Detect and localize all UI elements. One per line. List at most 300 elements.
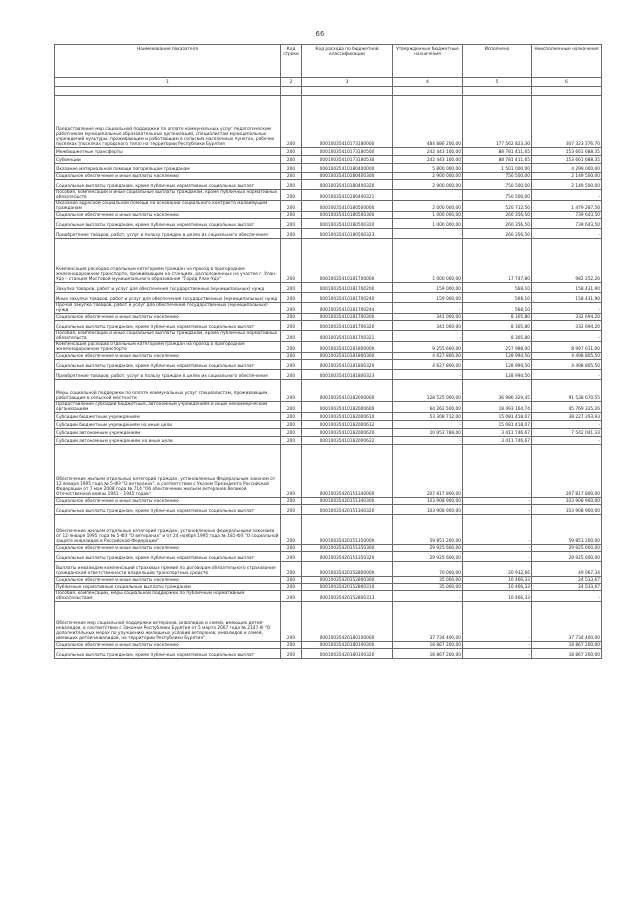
table-row (55, 552, 602, 562)
row-approved-cell: 1 000 000,00 (393, 219, 463, 229)
row-executed-cell: 8 305,80 (463, 321, 532, 331)
column-number: 6 (532, 78, 602, 87)
row-executed-cell: 3 411 746,67 (463, 429, 532, 437)
row-budget-code-cell: 00010035420151340320 (302, 505, 393, 515)
column-number: 4 (393, 78, 463, 87)
column-number-row (55, 78, 602, 87)
row-executed-cell: 750 500,00 (463, 180, 532, 190)
row-budget-code-cell: 00010035420151340000 (302, 445, 393, 498)
table-row (55, 353, 602, 360)
row-line-code-cell: 200 (281, 413, 302, 421)
row-unexecuted-cell: 153 661 688,35 (532, 148, 602, 156)
table-row (55, 505, 602, 515)
row-unexecuted-cell: 982 252,20 (532, 239, 602, 283)
row-line-code-cell: 200 (281, 649, 302, 659)
header-executed: Исполнено (463, 45, 532, 78)
row-executed-cell: 36 986 329,45 (463, 380, 532, 402)
row-executed-cell: 260 356,50 (463, 229, 532, 239)
row-approved-cell: 35 000,00 (393, 584, 463, 591)
row-unexecuted-cell: 8 997 611,00 (532, 342, 602, 353)
row-unexecuted-cell: 2 149 500,00 (532, 180, 602, 190)
budget-expenditure-table (54, 44, 602, 659)
row-budget-code-cell: 00010035410181800000 (302, 342, 393, 353)
row-executed-cell: 10 466,33 (463, 584, 532, 591)
row-budget-code-cell: 00010035410181700321 (302, 331, 393, 342)
row-unexecuted-cell: 7 542 041,33 (532, 429, 602, 437)
row-line-code-cell: 200 (281, 577, 302, 584)
row-name-cell (55, 87, 281, 96)
row-executed-cell: 18 493 164,74 (463, 402, 532, 413)
row-unexecuted-cell: - (532, 229, 602, 239)
row-approved-cell: 4 627 800,00 (393, 360, 463, 370)
row-name-cell: Выплаты инвалидам компенсаций страховых премий по договорам обязательного страхования гражданской ответственности владельцев транспортных средств (55, 562, 281, 577)
row-approved-cell: - (393, 190, 463, 201)
row-name-cell: Предоставление субсидий бюджетным, автономным учреждениям и иным некоммерческим организациям (55, 402, 281, 413)
row-unexecuted-cell: 4 498 805,50 (532, 353, 602, 360)
row-name-cell: Социальное обеспечение и иные выплаты населению (55, 353, 281, 360)
row-executed-cell: - (463, 649, 532, 659)
row-budget-code-cell: 00010035410181700200 (302, 283, 393, 293)
row-approved-cell: 4 627 800,00 (393, 353, 463, 360)
row-executed-cell: 260 356,50 (463, 212, 532, 219)
row-line-code-cell: 200 (281, 421, 302, 429)
row-unexecuted-cell: - (532, 437, 602, 445)
row-executed-cell: - (463, 642, 532, 649)
table-row (55, 303, 602, 314)
row-approved-cell: 59 851 200,00 (393, 515, 463, 545)
row-executed-cell: 128 994,50 (463, 370, 532, 380)
row-budget-code-cell: 00010035410182000620 (302, 429, 393, 437)
row-executed-cell: 568,10 (463, 293, 532, 303)
row-name-cell: Социальные выплаты гражданам, кроме публичных нормативных социальных выплат (55, 505, 281, 515)
row-name-cell: Иные закупки товаров, работ и услуг для обеспечения государственных (муниципальных) нужд (55, 293, 281, 303)
row-line-code-cell: 200 (281, 591, 302, 602)
table-row (55, 413, 602, 421)
row-unexecuted-cell: 29 925 600,00 (532, 545, 602, 552)
table-row (55, 360, 602, 370)
row-approved-cell: 29 925 600,00 (393, 552, 463, 562)
row-approved-cell: 2 900 000,00 (393, 173, 463, 180)
row-name-cell: Пособия, компенсации и иные социальные выплаты гражданам, кроме публичных нормативных обязательств (55, 190, 281, 201)
row-budget-code-cell: 00010035420151350000 (302, 515, 393, 545)
row-name-cell: Предоставление мер социальной поддержки по оплате коммунальных услуг педагогическим работникам муниципальных образовательных организаций, специалистам муниципальных учреждений культуры, проживающим и работающим в сельских населенных пунктах, рабочих поселках (поселках городского типа) на территории Республики Бурятия (55, 96, 281, 148)
row-budget-code-cell: 00010035410173180530 (302, 156, 393, 164)
row-line-code-cell: 200 (281, 515, 302, 545)
row-executed-cell: 15 081 418,07 (463, 421, 532, 429)
row-line-code-cell: 200 (281, 219, 302, 229)
row-approved-cell: 70 000,00 (393, 562, 463, 577)
row-unexecuted-cell: 739 643,50 (532, 212, 602, 219)
row-line-code-cell: 200 (281, 331, 302, 342)
row-unexecuted-cell: - (532, 591, 602, 602)
row-line-code-cell: 200 (281, 293, 302, 303)
row-name-cell: Приобретение товаров, работ, услуг в пользу граждан в целях их социального обеспечения (55, 229, 281, 239)
row-budget-code-cell: 00010035410173180000 (302, 96, 393, 148)
row-line-code-cell: 200 (281, 602, 302, 642)
table-row (55, 321, 602, 331)
row-approved-cell (393, 87, 463, 96)
row-executed-cell: 128 994,50 (463, 353, 532, 360)
row-line-code-cell: 200 (281, 201, 302, 212)
row-unexecuted-cell: 307 323 376,70 (532, 96, 602, 148)
row-name-cell: Социальные выплаты гражданам, кроме публичных нормативных социальных выплат (55, 360, 281, 370)
row-executed-cell: 15 081 418,07 (463, 413, 532, 421)
row-name-cell: Субсидии автономным учреждениям на иные цели (55, 437, 281, 445)
table-row (55, 229, 602, 239)
column-number: 2 (281, 78, 302, 87)
row-budget-code-cell (302, 87, 393, 96)
row-unexecuted-cell: 24 533,67 (532, 584, 602, 591)
row-line-code-cell: 200 (281, 180, 302, 190)
row-line-code-cell: 200 (281, 173, 302, 180)
row-approved-cell: 207 817 800,00 (393, 445, 463, 498)
header-row (55, 45, 602, 78)
row-approved-cell: - (393, 331, 463, 342)
row-approved-cell: 10 953 788,00 (393, 429, 463, 437)
row-executed-cell: 10 466,33 (463, 577, 532, 584)
row-unexecuted-cell: - (532, 421, 602, 429)
row-unexecuted-cell: 29 925 600,00 (532, 552, 602, 562)
table-row (55, 562, 602, 577)
row-unexecuted-cell: - (532, 190, 602, 201)
table-row (55, 649, 602, 659)
row-name-cell: Социальное обеспечение и иные выплаты населению (55, 545, 281, 552)
table-row (55, 515, 602, 545)
row-budget-code-cell: 00010035410181700300 (302, 314, 393, 321)
row-executed-cell: - (463, 498, 532, 505)
table-row (55, 201, 602, 212)
row-budget-code-cell: 00010035410173180500 (302, 148, 393, 156)
row-name-cell: Закупка товаров, работ и услуг для обеспечения государственных (муниципальных) нужд (55, 283, 281, 293)
row-budget-code-cell: 00010035410181700244 (302, 303, 393, 314)
row-budget-code-cell: 00010035410182000610 (302, 413, 393, 421)
row-unexecuted-cell: 739 643,50 (532, 219, 602, 229)
row-budget-code-cell: 00010035410181800323 (302, 370, 393, 380)
row-line-code-cell: 200 (281, 353, 302, 360)
row-name-cell: Оказание адресной социальной помощи на основании социального контракта малоимущим гражданам (55, 201, 281, 212)
row-executed-cell: 750 500,00 (463, 190, 532, 201)
header-indicator-name: Наименование показателя (55, 45, 281, 78)
row-executed-cell: 260 356,50 (463, 219, 532, 229)
row-unexecuted-cell: 153 661 688,35 (532, 156, 602, 164)
row-line-code-cell: 200 (281, 156, 302, 164)
row-line-code-cell: 200 (281, 342, 302, 353)
row-budget-code-cell: 00010035420152800300 (302, 577, 393, 584)
row-executed-cell: 520 712,50 (463, 201, 532, 212)
row-line-code-cell: 200 (281, 552, 302, 562)
column-number: 5 (463, 78, 532, 87)
row-approved-cell: - (393, 591, 463, 602)
row-line-code-cell: 200 (281, 370, 302, 380)
table-row (55, 239, 602, 283)
row-name-cell: Социальное обеспечение и иные выплаты населению (55, 314, 281, 321)
row-budget-code-cell: 00010035420180100300 (302, 642, 393, 649)
row-executed-cell: 88 781 411,65 (463, 156, 532, 164)
row-unexecuted-cell: 91 538 670,55 (532, 380, 602, 402)
table-row (55, 591, 602, 602)
row-approved-cell: 341 000,00 (393, 314, 463, 321)
row-line-code-cell: 200 (281, 314, 302, 321)
table-row (55, 190, 602, 201)
row-approved-cell: 159 000,00 (393, 283, 463, 293)
table-row (55, 180, 602, 190)
row-approved-cell: 242 443 100,00 (393, 148, 463, 156)
table-row (55, 219, 602, 229)
row-approved-cell: 128 525 000,00 (393, 380, 463, 402)
table-row (55, 545, 602, 552)
table-row (55, 164, 602, 173)
row-line-code-cell: 200 (281, 190, 302, 201)
row-name-cell: Меры социальной поддержки по оплате коммунальных услуг специалистам, проживающим, работающим в сельской местности (55, 380, 281, 402)
row-line-code-cell: 200 (281, 429, 302, 437)
row-name-cell: Компенсация расходов отдельным категориям граждан на проезд в пригородном железнодорожном транспорте, проживающим на станциях, расположенных на участке г. Улан-Удэ – станция Мостовой муниципального образования "Город Улан-Удэ" (55, 239, 281, 283)
table-row (55, 421, 602, 429)
row-approved-cell: - (393, 437, 463, 445)
row-executed-cell: - (463, 602, 532, 642)
row-unexecuted-cell: 49 067,34 (532, 562, 602, 577)
row-budget-code-cell: 00010035420180100320 (302, 649, 393, 659)
table-row (55, 437, 602, 445)
table-row (55, 96, 602, 148)
row-budget-code-cell: 00010035410180500323 (302, 229, 393, 239)
row-approved-cell: 9 255 600,00 (393, 342, 463, 353)
row-budget-code-cell: 00010035410180400320 (302, 180, 393, 190)
row-name-cell: Приобретение товаров, работ, услуг в пользу граждан в целях их социального обеспечения (55, 370, 281, 380)
row-budget-code-cell: 00010035410180500300 (302, 212, 393, 219)
row-line-code-cell (281, 87, 302, 96)
row-budget-code-cell: 00010035420180100000 (302, 602, 393, 642)
row-approved-cell: 242 443 100,00 (393, 156, 463, 164)
row-budget-code-cell: 00010035410180500320 (302, 219, 393, 229)
table-row (55, 402, 602, 413)
row-name-cell: Социальные выплаты гражданам, кроме публичных нормативных социальных выплат (55, 552, 281, 562)
row-name-cell: Компенсация расходов отдельным категориям граждан на проезд в пригородном железнодорожном транспорте (55, 342, 281, 353)
row-executed-cell: 8 305,80 (463, 314, 532, 321)
row-approved-cell: 103 908 900,00 (393, 498, 463, 505)
row-name-cell: Пособия, компенсации и иные социальные выплаты гражданам, кроме публичных нормативных обязательств (55, 331, 281, 342)
row-budget-code-cell: 00010035420151340300 (302, 498, 393, 505)
row-name-cell: Субсидии автономным учреждениям (55, 429, 281, 437)
row-unexecuted-cell (532, 87, 602, 96)
row-name-cell: Пособия, компенсации, меры социальной поддержки по публичным нормативным обязательствам (55, 591, 281, 602)
row-line-code-cell: 200 (281, 445, 302, 498)
table-row (55, 212, 602, 219)
row-budget-code-cell: 00010035410181800320 (302, 360, 393, 370)
header-budget-code: Код расхода по бюджетной классификации (302, 45, 393, 78)
table-row (55, 429, 602, 437)
row-executed-cell: 10 466,33 (463, 591, 532, 602)
row-executed-cell: 568,10 (463, 303, 532, 314)
row-line-code-cell: 200 (281, 321, 302, 331)
row-unexecuted-cell: 103 908 900,00 (532, 498, 602, 505)
row-line-code-cell: 200 (281, 229, 302, 239)
header-approved: Утвержденные бюджетные назначения (393, 45, 463, 78)
row-approved-cell: 2 900 000,00 (393, 180, 463, 190)
row-approved-cell: 484 886 200,00 (393, 96, 463, 148)
row-executed-cell: 128 994,50 (463, 360, 532, 370)
row-line-code-cell: 200 (281, 505, 302, 515)
row-line-code-cell: 200 (281, 562, 302, 577)
header-line-code: Код строки (281, 45, 302, 78)
row-executed-cell: 257 988,00 (463, 342, 532, 353)
row-executed-cell: - (463, 552, 532, 562)
row-budget-code-cell: 00010035420152800000 (302, 562, 393, 577)
table-row (55, 331, 602, 342)
row-approved-cell: 18 867 200,00 (393, 649, 463, 659)
row-unexecuted-cell: 158 431,90 (532, 293, 602, 303)
row-name-cell: Прочая закупка товаров, работ и услуг для обеспечения государственных (муниципальных) нужд (55, 303, 281, 314)
row-name-cell: Публичные нормативные социальные выплаты гражданам (55, 584, 281, 591)
table-row (55, 283, 602, 293)
row-line-code-cell: 200 (281, 303, 302, 314)
page-number: 66 (315, 30, 325, 38)
table-row (55, 87, 602, 96)
row-line-code-cell: 200 (281, 380, 302, 402)
row-budget-code-cell: 00010035410180400321 (302, 190, 393, 201)
table-row (55, 584, 602, 591)
table-row (55, 148, 602, 156)
row-unexecuted-cell: 59 851 200,00 (532, 515, 602, 545)
row-budget-code-cell: 00010035420151350300 (302, 545, 393, 552)
row-budget-code-cell: 00010035410180500000 (302, 201, 393, 212)
row-budget-code-cell: 00010035410181700240 (302, 293, 393, 303)
row-approved-cell: 159 000,00 (393, 293, 463, 303)
row-budget-code-cell: 00010035420152800313 (302, 591, 393, 602)
row-name-cell: Социальное обеспечение и иные выплаты населению (55, 498, 281, 505)
row-unexecuted-cell: 18 867 200,00 (532, 642, 602, 649)
header-unexecuted: Неисполненные назначения (532, 45, 602, 78)
row-name-cell: Обеспечение мер социальной поддержки ветеранов, инвалидов и семей, имеющих детей-инвалидов, в соответствии с Законом Республики Бурятия от 5 марта 2007 года № 2147-III "О дополнительных мерах по улучшению жилищных условий ветеранов, инвалидов и семей, имеющих детей-инвалидов, на территории Республики Бурятия" (55, 602, 281, 642)
row-line-code-cell: 200 (281, 360, 302, 370)
row-unexecuted-cell: 207 817 800,00 (532, 445, 602, 498)
row-name-cell: Субсидии бюджетным учреждениям на иные цели (55, 421, 281, 429)
row-unexecuted-cell: 1 479 287,50 (532, 201, 602, 212)
row-executed-cell: 8 305,80 (463, 331, 532, 342)
row-name-cell: Субвенции (55, 156, 281, 164)
row-executed-cell: - (463, 515, 532, 545)
row-approved-cell: - (393, 421, 463, 429)
row-unexecuted-cell: 18 867 200,00 (532, 649, 602, 659)
row-line-code-cell: 200 (281, 642, 302, 649)
row-name-cell: Социальное обеспечение и иные выплаты населению (55, 642, 281, 649)
row-unexecuted-cell: 24 533,67 (532, 577, 602, 584)
row-budget-code-cell: 00010035410180400000 (302, 164, 393, 173)
column-number: 1 (55, 78, 281, 87)
row-executed-cell: 88 781 411,65 (463, 148, 532, 156)
row-unexecuted-cell: - (532, 370, 602, 380)
row-budget-code-cell: 00010035410181700320 (302, 321, 393, 331)
row-executed-cell (463, 87, 532, 96)
table-row (55, 314, 602, 321)
row-unexecuted-cell: 38 227 293,93 (532, 413, 602, 421)
row-approved-cell: 1 000 000,00 (393, 212, 463, 219)
row-unexecuted-cell: 4 498 805,50 (532, 360, 602, 370)
row-approved-cell: 5 800 000,00 (393, 164, 463, 173)
row-line-code-cell: 200 (281, 164, 302, 173)
row-approved-cell: 53 308 712,00 (393, 413, 463, 421)
row-budget-code-cell: 00010035410182000612 (302, 421, 393, 429)
row-approved-cell: 37 734 400,00 (393, 602, 463, 642)
row-name-cell: Обеспечение жильем отдельных категорий граждан, установленных федеральными законами от 12 января 1995 года № 5-ФЗ "О ветеранах" и от 24 ноября 1995 года № 181-ФЗ "О социальной защите инвалидов в Российской Федерации" (55, 515, 281, 545)
table-row (55, 445, 602, 498)
row-line-code-cell: 200 (281, 148, 302, 156)
row-line-code-cell: 200 (281, 96, 302, 148)
row-approved-cell: 29 925 600,00 (393, 545, 463, 552)
row-budget-code-cell: 00010035420151350320 (302, 552, 393, 562)
row-unexecuted-cell: 45 769 335,26 (532, 402, 602, 413)
row-name-cell: Оказание материальной помощи погорельцам гражданам (55, 164, 281, 173)
row-executed-cell: 17 747,80 (463, 239, 532, 283)
row-name-cell: Обеспечение жильем отдельных категорий граждан, установленных Федеральным законом от 12 января 1995 года № 5-ФЗ "О ветеранах", в соответствии с Указом Президента Российской Федерации от 7 мая 2008 года № 714 "Об обеспечении жильем ветеранов Великой Отечественной войны 1941 – 1945 годов" (55, 445, 281, 498)
row-budget-code-cell: 00010035420152800310 (302, 584, 393, 591)
row-unexecuted-cell: - (532, 303, 602, 314)
row-name-cell: Социальное обеспечение и иные выплаты населению (55, 212, 281, 219)
row-line-code-cell: 200 (281, 545, 302, 552)
row-executed-cell: 1 501 000,00 (463, 164, 532, 173)
row-executed-cell: 177 562 823,30 (463, 96, 532, 148)
row-budget-code-cell: 00010035410180400300 (302, 173, 393, 180)
row-line-code-cell: 200 (281, 402, 302, 413)
row-approved-cell: 341 000,00 (393, 321, 463, 331)
row-approved-cell: - (393, 370, 463, 380)
row-executed-cell: - (463, 505, 532, 515)
table-row (55, 577, 602, 584)
table-row (55, 498, 602, 505)
row-budget-code-cell: 00010035410182000600 (302, 402, 393, 413)
table-row (55, 342, 602, 353)
row-executed-cell: - (463, 545, 532, 552)
row-name-cell: Социальные выплаты гражданам, кроме публичных нормативных социальных выплат (55, 649, 281, 659)
row-line-code-cell: 200 (281, 239, 302, 283)
row-name-cell: Социальное обеспечение и иные выплаты населению (55, 173, 281, 180)
table-row (55, 380, 602, 402)
row-unexecuted-cell: - (532, 331, 602, 342)
table-row (55, 370, 602, 380)
row-budget-code-cell: 00010035410181700000 (302, 239, 393, 283)
row-approved-cell: - (393, 303, 463, 314)
row-executed-cell: 3 411 746,67 (463, 437, 532, 445)
table-row (55, 156, 602, 164)
row-executed-cell: 20 932,66 (463, 562, 532, 577)
row-executed-cell: 750 500,00 (463, 173, 532, 180)
row-unexecuted-cell: 103 908 900,00 (532, 505, 602, 515)
row-approved-cell: 103 908 900,00 (393, 505, 463, 515)
row-unexecuted-cell: 332 694,20 (532, 314, 602, 321)
table-row (55, 293, 602, 303)
row-approved-cell: 1 000 000,00 (393, 239, 463, 283)
row-line-code-cell: 200 (281, 212, 302, 219)
row-approved-cell: 64 262 500,00 (393, 402, 463, 413)
row-name-cell: Социальные выплаты гражданам, кроме публичных нормативных социальных выплат (55, 219, 281, 229)
row-executed-cell: 568,10 (463, 283, 532, 293)
row-budget-code-cell: 00010035410182000000 (302, 380, 393, 402)
row-executed-cell: - (463, 445, 532, 498)
row-unexecuted-cell: 37 734 400,00 (532, 602, 602, 642)
row-approved-cell: - (393, 229, 463, 239)
row-name-cell: Социальные выплаты гражданам, кроме публичных нормативных социальных выплат (55, 321, 281, 331)
row-approved-cell: 18 867 200,00 (393, 642, 463, 649)
row-line-code-cell: 200 (281, 584, 302, 591)
row-budget-code-cell: 00010035410181800300 (302, 353, 393, 360)
row-unexecuted-cell: 4 299 000,00 (532, 164, 602, 173)
row-approved-cell: 2 000 000,00 (393, 201, 463, 212)
column-number: 3 (302, 78, 393, 87)
row-name-cell: Социальные выплаты гражданам, кроме публичных нормативных социальных выплат (55, 180, 281, 190)
row-budget-code-cell: 00010035410182000622 (302, 437, 393, 445)
row-line-code-cell: 200 (281, 437, 302, 445)
table-row (55, 642, 602, 649)
row-line-code-cell: 200 (281, 498, 302, 505)
